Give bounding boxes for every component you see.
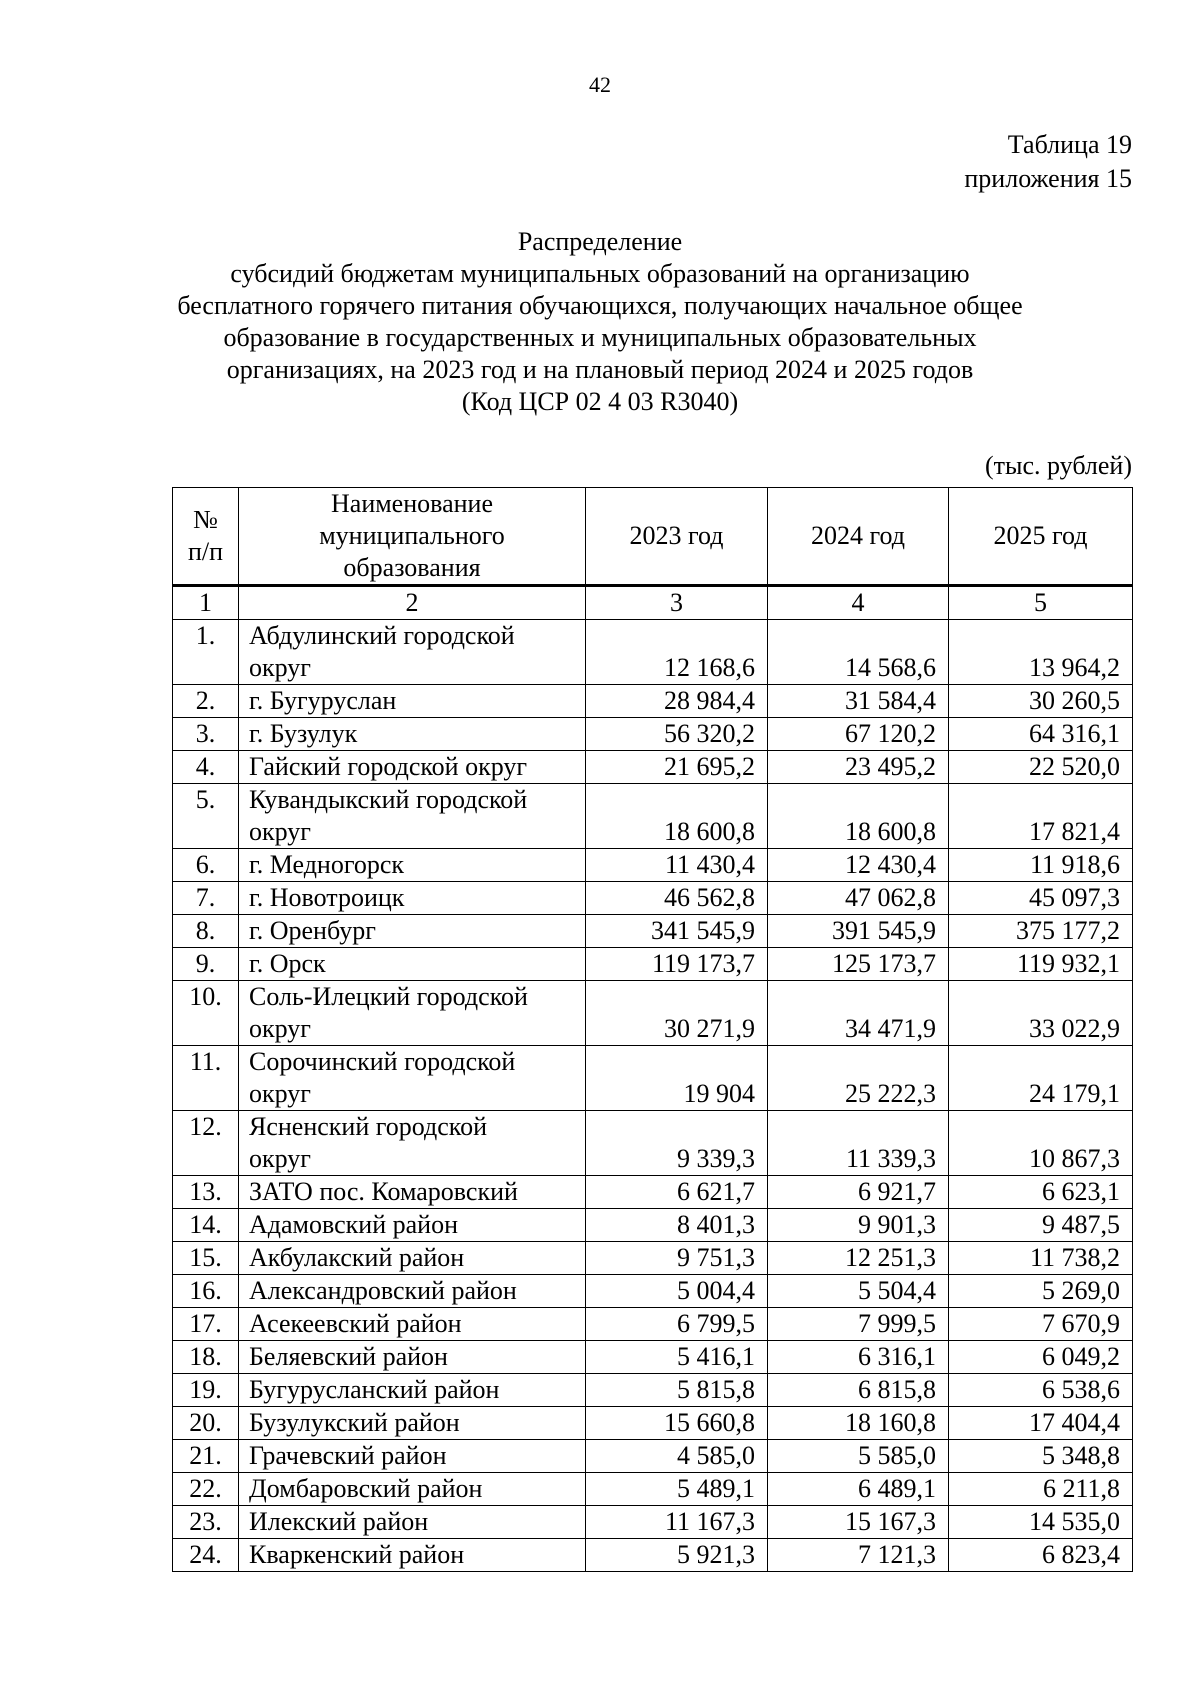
value-2024: 7 121,3 — [768, 1539, 949, 1572]
municipality-name — [239, 1209, 586, 1242]
value-2024: 12 430,4 — [768, 849, 949, 882]
table-row — [173, 718, 1133, 751]
table-row — [173, 1407, 1133, 1440]
title-line6: (Код ЦСР 02 4 03 R3040) — [461, 387, 739, 416]
value-2024: 15 167,3 — [768, 1506, 949, 1539]
municipality-name-line1: г. Медногорск — [249, 850, 405, 879]
title-line2: субсидий бюджетам муниципальных образований на организацию — [230, 259, 970, 288]
row-number: 24. — [173, 1539, 239, 1572]
value-2024: 391 545,9 — [768, 915, 949, 948]
row-number: 1. — [173, 620, 239, 685]
table-label — [964, 128, 1132, 196]
municipality-name-line1: г. Новотроицк — [249, 883, 405, 912]
municipality-name — [239, 915, 586, 948]
header-num-line1: № — [193, 505, 218, 534]
value-2024: 18 160,8 — [768, 1407, 949, 1440]
row-number: 17. — [173, 1308, 239, 1341]
header-name-line1: Наименование — [331, 489, 493, 518]
municipality-name-line1: Кувандыкский городской — [249, 785, 528, 814]
row-number: 10. — [173, 981, 239, 1046]
title-line5: организациях, на 2023 год и на плановый период 2024 и 2025 годов — [226, 355, 974, 384]
value-2024: 23 495,2 — [768, 751, 949, 784]
value-2025: 6 049,2 — [949, 1341, 1133, 1374]
municipality-name-line1: г. Бугуруслан — [249, 686, 397, 715]
value-2025: 5 269,0 — [949, 1275, 1133, 1308]
municipality-name-line1: г. Орск — [249, 949, 326, 978]
value-2023: 5 921,3 — [586, 1539, 768, 1572]
table-row — [173, 1046, 1133, 1111]
municipality-name-line1: Асекеевский район — [249, 1309, 462, 1338]
row-number: 6. — [173, 849, 239, 882]
row-number: 22. — [173, 1473, 239, 1506]
municipality-name — [239, 620, 586, 685]
value-2023: 11 430,4 — [586, 849, 768, 882]
municipality-name-line1: Гайский городской округ — [249, 752, 528, 781]
table-row — [173, 751, 1133, 784]
municipality-name-line2: округ — [249, 653, 311, 682]
table-row — [173, 1473, 1133, 1506]
municipality-name — [239, 1407, 586, 1440]
row-number: 23. — [173, 1506, 239, 1539]
value-2025: 11 738,2 — [949, 1242, 1133, 1275]
title-line3: бесплатного горячего питания обучающихся, получающих начальное общее — [177, 291, 1023, 320]
value-2023: 18 600,8 — [586, 784, 768, 849]
row-number: 5. — [173, 784, 239, 849]
column-number: 5 — [949, 586, 1133, 620]
row-number: 14. — [173, 1209, 239, 1242]
header-2025: 2025 год — [949, 488, 1133, 586]
value-2023: 341 545,9 — [586, 915, 768, 948]
column-number: 3 — [586, 586, 768, 620]
table-row — [173, 1374, 1133, 1407]
value-2023: 11 167,3 — [586, 1506, 768, 1539]
row-number: 18. — [173, 1341, 239, 1374]
row-number: 11. — [173, 1046, 239, 1111]
value-2023: 119 173,7 — [586, 948, 768, 981]
value-2024: 34 471,9 — [768, 981, 949, 1046]
value-2023: 5 815,8 — [586, 1374, 768, 1407]
value-2025: 17 821,4 — [949, 784, 1133, 849]
municipality-name — [239, 1473, 586, 1506]
municipality-name-line1: Бузулукский район — [249, 1408, 460, 1437]
value-2025: 64 316,1 — [949, 718, 1133, 751]
row-number: 20. — [173, 1407, 239, 1440]
municipality-name-line1: Домбаровский район — [249, 1474, 483, 1503]
column-number: 2 — [239, 586, 586, 620]
row-number: 13. — [173, 1176, 239, 1209]
title-line1: Распределение — [517, 227, 683, 256]
document-title — [150, 226, 1050, 418]
municipality-name — [239, 751, 586, 784]
row-number: 15. — [173, 1242, 239, 1275]
table-row — [173, 1539, 1133, 1572]
table-row — [173, 1275, 1133, 1308]
municipality-name — [239, 1440, 586, 1473]
municipality-name-line1: Александровский район — [249, 1276, 517, 1305]
municipality-name — [239, 685, 586, 718]
row-number: 12. — [173, 1111, 239, 1176]
table-row — [173, 784, 1133, 849]
value-2024: 9 901,3 — [768, 1209, 949, 1242]
table-row — [173, 1506, 1133, 1539]
municipality-name — [239, 718, 586, 751]
municipality-name-line1: Грачевский район — [249, 1441, 447, 1470]
municipality-name-line2: округ — [249, 1144, 311, 1173]
table-header-row — [173, 488, 1133, 586]
municipality-name — [239, 1046, 586, 1111]
municipality-name-line1: Акбулакский район — [249, 1243, 465, 1272]
municipality-name — [239, 784, 586, 849]
value-2024: 7 999,5 — [768, 1308, 949, 1341]
table-row — [173, 1440, 1133, 1473]
table-row — [173, 981, 1133, 1046]
value-2025: 6 623,1 — [949, 1176, 1133, 1209]
value-2024: 6 316,1 — [768, 1341, 949, 1374]
municipality-name-line1: Беляевский район — [249, 1342, 448, 1371]
value-2023: 15 660,8 — [586, 1407, 768, 1440]
units-label: (тыс. рублей) — [984, 451, 1132, 480]
value-2024: 47 062,8 — [768, 882, 949, 915]
value-2023: 6 799,5 — [586, 1308, 768, 1341]
table-row — [173, 620, 1133, 685]
table-row — [173, 1111, 1133, 1176]
value-2024: 11 339,3 — [768, 1111, 949, 1176]
header-2024: 2024 год — [768, 488, 949, 586]
municipality-name-line1: Адамовский район — [249, 1210, 458, 1239]
table-row — [173, 1242, 1133, 1275]
row-number: 4. — [173, 751, 239, 784]
table-row — [173, 1308, 1133, 1341]
value-2025: 6 211,8 — [949, 1473, 1133, 1506]
value-2025: 5 348,8 — [949, 1440, 1133, 1473]
value-2023: 19 904 — [586, 1046, 768, 1111]
value-2024: 12 251,3 — [768, 1242, 949, 1275]
table-row — [173, 1341, 1133, 1374]
value-2025: 119 932,1 — [949, 948, 1133, 981]
value-2025: 375 177,2 — [949, 915, 1133, 948]
value-2023: 8 401,3 — [586, 1209, 768, 1242]
municipality-name-line1: Абдулинский городской — [249, 621, 515, 650]
row-number: 8. — [173, 915, 239, 948]
municipality-name-line1: г. Оренбург — [249, 916, 376, 945]
municipality-name — [239, 1539, 586, 1572]
row-number: 2. — [173, 685, 239, 718]
header-name — [239, 488, 586, 586]
value-2023: 9 339,3 — [586, 1111, 768, 1176]
column-number: 4 — [768, 586, 949, 620]
municipality-name — [239, 1341, 586, 1374]
header-name-line2: муниципального — [319, 521, 505, 550]
municipality-name — [239, 849, 586, 882]
value-2024: 5 585,0 — [768, 1440, 949, 1473]
value-2024: 18 600,8 — [768, 784, 949, 849]
value-2025: 6 823,4 — [949, 1539, 1133, 1572]
municipality-name — [239, 948, 586, 981]
value-2024: 5 504,4 — [768, 1275, 949, 1308]
value-2025: 17 404,4 — [949, 1407, 1133, 1440]
municipality-name-line1: Бугурусланский район — [249, 1375, 500, 1404]
municipality-name-line1: Кваркенский район — [249, 1540, 465, 1569]
header-2023: 2023 год — [586, 488, 768, 586]
municipality-name — [239, 1374, 586, 1407]
value-2024: 31 584,4 — [768, 685, 949, 718]
municipality-name — [239, 1242, 586, 1275]
value-2023: 5 004,4 — [586, 1275, 768, 1308]
municipality-name-line1: ЗАТО пос. Комаровский — [249, 1177, 518, 1206]
value-2025: 10 867,3 — [949, 1111, 1133, 1176]
value-2023: 9 751,3 — [586, 1242, 768, 1275]
table-row — [173, 1209, 1133, 1242]
municipality-name — [239, 981, 586, 1046]
header-num-line2: п/п — [187, 537, 224, 566]
value-2025: 7 670,9 — [949, 1308, 1133, 1341]
municipality-name — [239, 1176, 586, 1209]
municipality-name-line1: Илекский район — [249, 1507, 429, 1536]
municipality-name — [239, 1506, 586, 1539]
row-number: 19. — [173, 1374, 239, 1407]
row-number: 21. — [173, 1440, 239, 1473]
header-name-line3: образования — [343, 553, 481, 582]
municipality-name-line1: Ясненский городской — [249, 1112, 488, 1141]
value-2024: 25 222,3 — [768, 1046, 949, 1111]
value-2024: 6 815,8 — [768, 1374, 949, 1407]
value-2023: 46 562,8 — [586, 882, 768, 915]
row-number: 3. — [173, 718, 239, 751]
municipality-name-line2: округ — [249, 1014, 311, 1043]
value-2025: 11 918,6 — [949, 849, 1133, 882]
subsidy-table — [172, 487, 1133, 1572]
municipality-name-line1: г. Бузулук — [249, 719, 358, 748]
value-2023: 30 271,9 — [586, 981, 768, 1046]
table-row — [173, 685, 1133, 718]
value-2025: 45 097,3 — [949, 882, 1133, 915]
table-label-line1: Таблица 19 — [1007, 130, 1132, 159]
value-2023: 21 695,2 — [586, 751, 768, 784]
municipality-name-line1: Соль-Илецкий городской — [249, 982, 528, 1011]
column-number: 1 — [173, 586, 239, 620]
municipality-name — [239, 1111, 586, 1176]
municipality-name-line2: округ — [249, 1079, 311, 1108]
value-2025: 6 538,6 — [949, 1374, 1133, 1407]
municipality-name — [239, 1275, 586, 1308]
value-2025: 9 487,5 — [949, 1209, 1133, 1242]
table-row — [173, 882, 1133, 915]
table-row — [173, 915, 1133, 948]
municipality-name — [239, 1308, 586, 1341]
value-2024: 67 120,2 — [768, 718, 949, 751]
value-2024: 14 568,6 — [768, 620, 949, 685]
value-2024: 6 489,1 — [768, 1473, 949, 1506]
value-2025: 13 964,2 — [949, 620, 1133, 685]
page-number: 42 — [589, 72, 611, 97]
table-row — [173, 1176, 1133, 1209]
value-2023: 5 489,1 — [586, 1473, 768, 1506]
row-number: 16. — [173, 1275, 239, 1308]
header-num — [173, 488, 239, 586]
value-2023: 5 416,1 — [586, 1341, 768, 1374]
municipality-name-line2: округ — [249, 817, 311, 846]
value-2023: 12 168,6 — [586, 620, 768, 685]
table-label-line2: приложения 15 — [964, 164, 1132, 193]
title-line4: образование в государственных и муниципальных образовательных — [223, 323, 977, 352]
municipality-name — [239, 882, 586, 915]
value-2025: 22 520,0 — [949, 751, 1133, 784]
value-2024: 125 173,7 — [768, 948, 949, 981]
value-2023: 4 585,0 — [586, 1440, 768, 1473]
value-2024: 6 921,7 — [768, 1176, 949, 1209]
value-2023: 28 984,4 — [586, 685, 768, 718]
value-2023: 6 621,7 — [586, 1176, 768, 1209]
table-row — [173, 849, 1133, 882]
column-number-row — [173, 586, 1133, 620]
value-2025: 14 535,0 — [949, 1506, 1133, 1539]
row-number: 7. — [173, 882, 239, 915]
table-row — [173, 948, 1133, 981]
value-2025: 33 022,9 — [949, 981, 1133, 1046]
value-2025: 30 260,5 — [949, 685, 1133, 718]
municipality-name-line1: Сорочинский городской — [249, 1047, 516, 1076]
value-2025: 24 179,1 — [949, 1046, 1133, 1111]
row-number: 9. — [173, 948, 239, 981]
value-2023: 56 320,2 — [586, 718, 768, 751]
